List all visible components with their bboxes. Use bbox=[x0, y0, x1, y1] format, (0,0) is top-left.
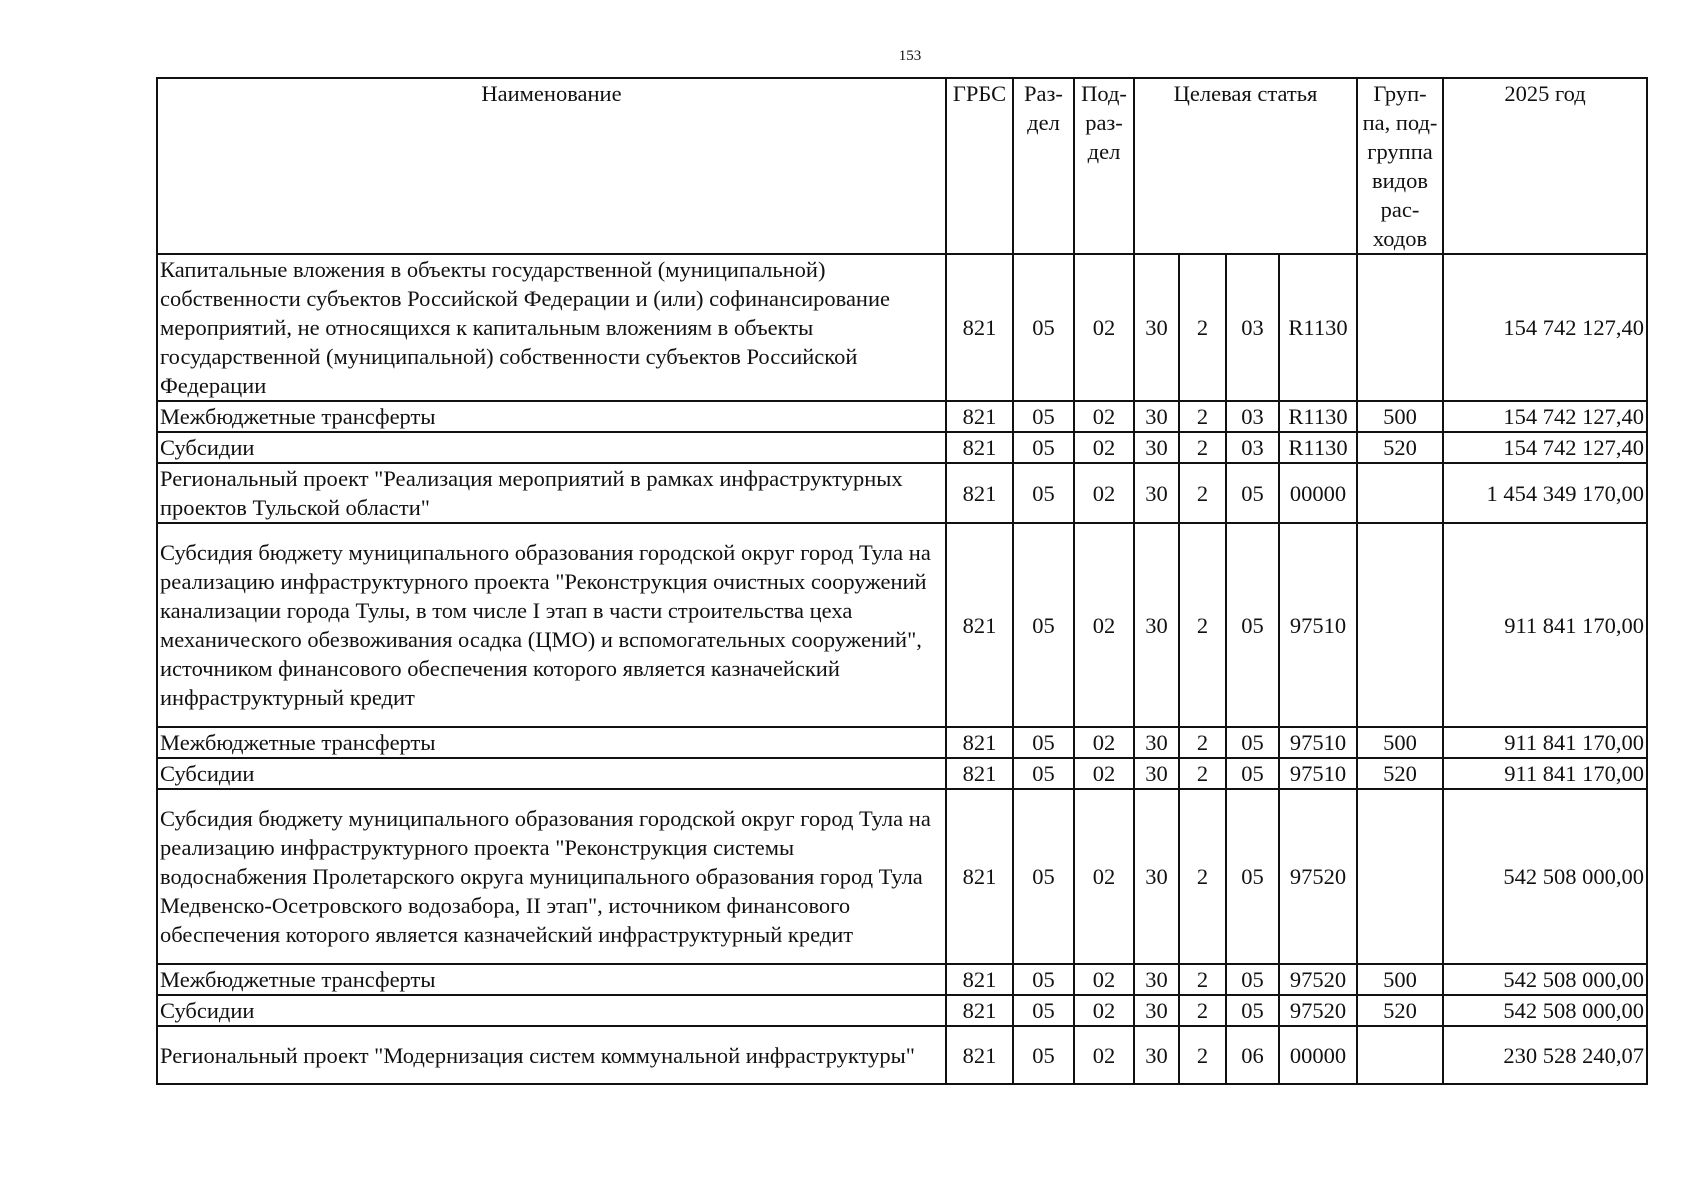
row-expense-group bbox=[1357, 523, 1443, 727]
row-target-direction: R1130 bbox=[1279, 254, 1357, 401]
row-target-program: 30 bbox=[1134, 1026, 1179, 1084]
header-target-article: Целевая статья bbox=[1134, 78, 1357, 254]
row-target-program: 30 bbox=[1134, 401, 1179, 432]
row-target-subprogram: 2 bbox=[1179, 401, 1226, 432]
row-target-direction: 97520 bbox=[1279, 789, 1357, 964]
row-name: Субсидии bbox=[157, 432, 946, 463]
row-expense-group: 500 bbox=[1357, 964, 1443, 995]
header-section-line: Раз- bbox=[1024, 81, 1063, 106]
row-target-direction: 00000 bbox=[1279, 463, 1357, 523]
row-expense-group: 520 bbox=[1357, 432, 1443, 463]
row-grbs: 821 bbox=[946, 401, 1013, 432]
row-target-direction: 97510 bbox=[1279, 727, 1357, 758]
row-target-direction: R1130 bbox=[1279, 432, 1357, 463]
row-target-subprogram: 2 bbox=[1179, 1026, 1226, 1084]
row-target-program: 30 bbox=[1134, 727, 1179, 758]
row-section: 05 bbox=[1013, 523, 1074, 727]
row-subsection: 02 bbox=[1074, 727, 1134, 758]
row-section: 05 bbox=[1013, 995, 1074, 1026]
row-grbs: 821 bbox=[946, 463, 1013, 523]
row-amount: 230 528 240,07 bbox=[1443, 1026, 1647, 1084]
row-amount: 154 742 127,40 bbox=[1443, 254, 1647, 401]
row-subsection: 02 bbox=[1074, 964, 1134, 995]
row-target-direction: R1130 bbox=[1279, 401, 1357, 432]
row-target-event: 05 bbox=[1226, 463, 1279, 523]
header-subsection bbox=[1074, 78, 1134, 254]
row-expense-group bbox=[1357, 463, 1443, 523]
row-grbs: 821 bbox=[946, 254, 1013, 401]
row-target-direction: 97510 bbox=[1279, 758, 1357, 789]
row-name: Межбюджетные трансферты bbox=[157, 964, 946, 995]
table-row bbox=[157, 995, 1647, 1026]
row-section: 05 bbox=[1013, 254, 1074, 401]
row-grbs: 821 bbox=[946, 727, 1013, 758]
row-target-subprogram: 2 bbox=[1179, 758, 1226, 789]
row-target-subprogram: 2 bbox=[1179, 254, 1226, 401]
row-amount: 911 841 170,00 bbox=[1443, 758, 1647, 789]
row-subsection: 02 bbox=[1074, 463, 1134, 523]
row-target-subprogram: 2 bbox=[1179, 432, 1226, 463]
header-section-line: дел bbox=[1027, 110, 1060, 135]
row-name: Субсидии bbox=[157, 995, 946, 1026]
row-expense-group bbox=[1357, 254, 1443, 401]
row-subsection: 02 bbox=[1074, 789, 1134, 964]
row-target-direction: 00000 bbox=[1279, 1026, 1357, 1084]
row-target-event: 05 bbox=[1226, 727, 1279, 758]
table-header-row bbox=[157, 78, 1647, 254]
row-amount: 154 742 127,40 bbox=[1443, 432, 1647, 463]
row-amount: 154 742 127,40 bbox=[1443, 401, 1647, 432]
row-target-program: 30 bbox=[1134, 995, 1179, 1026]
row-section: 05 bbox=[1013, 432, 1074, 463]
row-name: Региональный проект "Модернизация систем коммунальной инфраструктуры" bbox=[157, 1026, 946, 1084]
row-target-event: 05 bbox=[1226, 789, 1279, 964]
row-amount: 911 841 170,00 bbox=[1443, 727, 1647, 758]
table-row bbox=[157, 1026, 1647, 1084]
header-group-line: па, под- bbox=[1362, 110, 1438, 135]
row-name: Субсидия бюджету муниципального образования городской округ город Тула на реализацию инфраструктурного проекта "Реконструкция системы водоснабжения Пролетарского округа муниципального образования город Тула Медвенско-Осетровского водозабора, II этап", источником финансового обеспечения которого является казначейский инфраструктурный кредит bbox=[157, 789, 946, 964]
row-target-program: 30 bbox=[1134, 964, 1179, 995]
table-row bbox=[157, 523, 1647, 727]
row-grbs: 821 bbox=[946, 758, 1013, 789]
row-target-program: 30 bbox=[1134, 254, 1179, 401]
row-expense-group: 520 bbox=[1357, 995, 1443, 1026]
row-target-event: 05 bbox=[1226, 523, 1279, 727]
header-grbs: ГРБС bbox=[946, 78, 1013, 254]
row-target-subprogram: 2 bbox=[1179, 463, 1226, 523]
row-amount: 1 454 349 170,00 bbox=[1443, 463, 1647, 523]
row-expense-group: 520 bbox=[1357, 758, 1443, 789]
row-section: 05 bbox=[1013, 401, 1074, 432]
header-group-line: видов bbox=[1372, 168, 1428, 193]
row-target-event: 03 bbox=[1226, 254, 1279, 401]
row-grbs: 821 bbox=[946, 432, 1013, 463]
header-year: 2025 год bbox=[1443, 78, 1647, 254]
table-row bbox=[157, 254, 1647, 401]
row-target-subprogram: 2 bbox=[1179, 727, 1226, 758]
row-subsection: 02 bbox=[1074, 254, 1134, 401]
row-name: Капитальные вложения в объекты государственной (муниципальной) собственности субъектов Российской Федерации и (или) софинансирование мероприятий, не относящихся к капитальным вложениям в объекты государственной (муниципальной) собственности субъектов Российской Федерации bbox=[157, 254, 946, 401]
row-subsection: 02 bbox=[1074, 523, 1134, 727]
row-section: 05 bbox=[1013, 1026, 1074, 1084]
row-subsection: 02 bbox=[1074, 401, 1134, 432]
row-amount: 911 841 170,00 bbox=[1443, 523, 1647, 727]
row-target-event: 05 bbox=[1226, 995, 1279, 1026]
row-grbs: 821 bbox=[946, 995, 1013, 1026]
row-name: Субсидии bbox=[157, 758, 946, 789]
row-expense-group: 500 bbox=[1357, 401, 1443, 432]
budget-table bbox=[156, 77, 1648, 1085]
row-target-program: 30 bbox=[1134, 523, 1179, 727]
header-name: Наименование bbox=[157, 78, 946, 254]
header-subsection-line: Под- bbox=[1081, 81, 1127, 106]
row-name: Межбюджетные трансферты bbox=[157, 727, 946, 758]
row-target-subprogram: 2 bbox=[1179, 995, 1226, 1026]
row-subsection: 02 bbox=[1074, 758, 1134, 789]
row-name: Региональный проект "Реализация мероприятий в рамках инфраструктурных проектов Тульской области" bbox=[157, 463, 946, 523]
row-target-program: 30 bbox=[1134, 758, 1179, 789]
row-target-event: 03 bbox=[1226, 401, 1279, 432]
row-target-direction: 97520 bbox=[1279, 964, 1357, 995]
row-section: 05 bbox=[1013, 964, 1074, 995]
row-target-event: 05 bbox=[1226, 964, 1279, 995]
row-target-program: 30 bbox=[1134, 432, 1179, 463]
table-row bbox=[157, 727, 1647, 758]
row-subsection: 02 bbox=[1074, 432, 1134, 463]
row-grbs: 821 bbox=[946, 964, 1013, 995]
row-section: 05 bbox=[1013, 727, 1074, 758]
table-row bbox=[157, 789, 1647, 964]
row-target-program: 30 bbox=[1134, 463, 1179, 523]
row-target-subprogram: 2 bbox=[1179, 523, 1226, 727]
row-grbs: 821 bbox=[946, 1026, 1013, 1084]
row-name: Межбюджетные трансферты bbox=[157, 401, 946, 432]
page-number: 153 bbox=[898, 48, 922, 64]
row-section: 05 bbox=[1013, 758, 1074, 789]
table-row bbox=[157, 758, 1647, 789]
row-target-program: 30 bbox=[1134, 789, 1179, 964]
header-expense-group bbox=[1357, 78, 1443, 254]
header-group-line: группа bbox=[1367, 139, 1433, 164]
row-target-event: 05 bbox=[1226, 758, 1279, 789]
row-amount: 542 508 000,00 bbox=[1443, 789, 1647, 964]
table-row bbox=[157, 463, 1647, 523]
row-expense-group bbox=[1357, 789, 1443, 964]
header-subsection-line: раз- bbox=[1085, 110, 1123, 135]
table-row bbox=[157, 401, 1647, 432]
row-grbs: 821 bbox=[946, 523, 1013, 727]
table-row bbox=[157, 432, 1647, 463]
row-subsection: 02 bbox=[1074, 995, 1134, 1026]
row-grbs: 821 bbox=[946, 789, 1013, 964]
row-target-subprogram: 2 bbox=[1179, 789, 1226, 964]
row-subsection: 02 bbox=[1074, 1026, 1134, 1084]
row-target-direction: 97510 bbox=[1279, 523, 1357, 727]
row-target-direction: 97520 bbox=[1279, 995, 1357, 1026]
row-target-event: 06 bbox=[1226, 1026, 1279, 1084]
row-name: Субсидия бюджету муниципального образования городской округ город Тула на реализацию инфраструктурного проекта "Реконструкция очистных сооружений канализации города Тулы, в том числе I этап в части строительства цеха механического обезвоживания осадка (ЦМО) и вспомогательных сооружений", источником финансового обеспечения которого является казначейский инфраструктурный кредит bbox=[157, 523, 946, 727]
header-group-line: ходов bbox=[1372, 226, 1428, 251]
row-expense-group: 500 bbox=[1357, 727, 1443, 758]
row-amount: 542 508 000,00 bbox=[1443, 964, 1647, 995]
row-amount: 542 508 000,00 bbox=[1443, 995, 1647, 1026]
header-group-line: Груп- bbox=[1373, 81, 1427, 106]
row-section: 05 bbox=[1013, 463, 1074, 523]
header-group-line: рас- bbox=[1380, 197, 1420, 222]
row-expense-group bbox=[1357, 1026, 1443, 1084]
table-row bbox=[157, 964, 1647, 995]
row-section: 05 bbox=[1013, 789, 1074, 964]
row-target-subprogram: 2 bbox=[1179, 964, 1226, 995]
header-subsection-line: дел bbox=[1087, 139, 1121, 164]
header-section bbox=[1013, 78, 1074, 254]
row-target-event: 03 bbox=[1226, 432, 1279, 463]
